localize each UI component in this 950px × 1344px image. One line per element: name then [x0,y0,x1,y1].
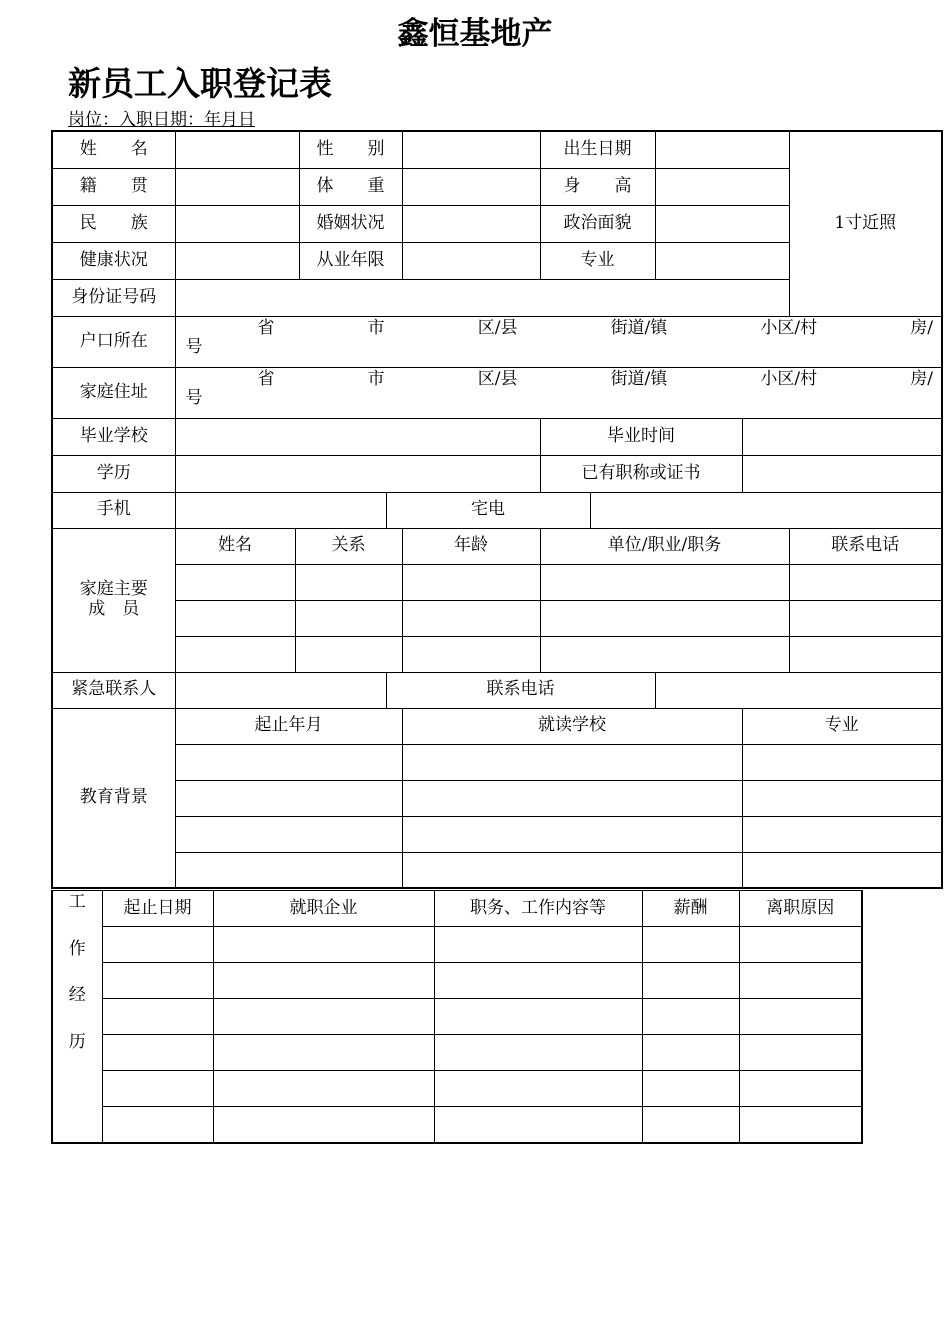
ethnicity-field[interactable] [175,205,299,242]
edu-cell[interactable] [742,816,942,852]
edu-cell[interactable] [742,852,942,888]
table-row [52,963,862,999]
table-row [52,816,942,852]
table-row [52,1071,862,1107]
edu-cell[interactable] [742,780,942,816]
home-phone-label: 宅电 [386,492,590,528]
edu-cell[interactable] [175,852,402,888]
registration-table [51,130,943,889]
marital-field[interactable] [402,205,540,242]
emergency-phone-field[interactable] [655,672,942,708]
work-cell[interactable] [102,999,213,1035]
certificate-label: 已有职称或证书 [540,455,742,492]
position-date-line: 岗位：入职日期：年月日 [68,110,255,130]
family-cell[interactable] [540,600,789,636]
addr-province: 省 [257,368,275,389]
health-field[interactable] [175,242,299,279]
major-label: 专业 [540,242,655,279]
work-header-company: 就职企业 [213,891,434,927]
emergency-label: 紧急联系人 [52,672,175,708]
weight-label: 体 重 [299,168,402,205]
addr-city: 市 [367,368,385,389]
native-place-field[interactable] [175,168,299,205]
table-row [52,636,942,672]
family-cell[interactable] [789,564,942,600]
addr-street: 街道/镇 [610,317,668,338]
family-cell[interactable] [295,636,402,672]
table-row [52,744,942,780]
political-field[interactable] [655,205,789,242]
ethnicity-label: 民 族 [52,205,175,242]
work-header-salary: 薪酬 [642,891,739,927]
work-header-period: 起止日期 [102,891,213,927]
work-cell[interactable] [213,1107,434,1143]
edu-cell[interactable] [402,780,742,816]
school-field[interactable] [175,418,540,455]
family-cell[interactable] [402,600,540,636]
family-cell[interactable] [175,636,295,672]
table-row [52,600,942,636]
edu-cell[interactable] [742,744,942,780]
health-label: 健康状况 [52,242,175,279]
weight-field[interactable] [402,168,540,205]
family-cell[interactable] [402,564,540,600]
company-name: 鑫恒基地产 [397,16,553,52]
birth-date-label: 出生日期 [540,131,655,168]
work-cell[interactable] [213,1071,434,1107]
hukou-address-field[interactable] [175,316,942,367]
home-phone-field[interactable] [590,492,942,528]
school-label: 毕业学校 [52,418,175,455]
hukou-label: 户口所在 [52,316,175,367]
work-cell[interactable] [642,1071,739,1107]
native-place-label: 籍 贯 [52,168,175,205]
work-cell[interactable] [102,927,213,963]
work-cell[interactable] [213,1035,434,1071]
addr-number: 号 [185,388,203,409]
work-label-char: 历 [68,1031,86,1052]
work-cell[interactable] [102,1107,213,1143]
education-field[interactable] [175,455,540,492]
family-cell[interactable] [789,600,942,636]
addr-number: 号 [185,337,203,358]
addr-community: 小区/村 [760,317,818,338]
marital-label: 婚姻状况 [299,205,402,242]
table-row [52,999,862,1035]
edu-cell[interactable] [175,744,402,780]
family-cell[interactable] [175,564,295,600]
work-cell[interactable] [739,999,862,1035]
id-number-label: 身份证号码 [52,279,175,316]
edu-cell[interactable] [402,816,742,852]
work-cell[interactable] [434,999,642,1035]
education-label: 学历 [52,455,175,492]
table-row [52,1107,862,1143]
major-field[interactable] [655,242,789,279]
gender-field[interactable] [402,131,540,168]
edu-header-major: 专业 [742,708,942,744]
work-cell[interactable] [213,999,434,1035]
work-history-table [51,890,863,1144]
family-cell[interactable] [295,600,402,636]
edu-header-period: 起止年月 [175,708,402,744]
height-field[interactable] [655,168,789,205]
work-label-char: 经 [68,985,86,1006]
family-label-line1: 家庭主要 [79,579,148,600]
work-cell[interactable] [642,1035,739,1071]
education-bg-label: 教育背景 [52,708,175,888]
family-cell[interactable] [402,636,540,672]
name-label: 姓 名 [52,131,175,168]
work-history-label [52,891,102,1143]
work-label-char: 作 [68,938,86,959]
work-cell[interactable] [213,927,434,963]
work-cell[interactable] [739,927,862,963]
work-cell[interactable] [434,927,642,963]
work-cell[interactable] [739,1107,862,1143]
work-cell[interactable] [642,1107,739,1143]
name-field[interactable] [175,131,299,168]
addr-room: 房/ [910,368,933,389]
family-cell[interactable] [295,564,402,600]
home-address-label: 家庭住址 [52,367,175,418]
photo-box: 1寸近照 [789,131,942,316]
grad-time-label: 毕业时间 [540,418,742,455]
family-cell[interactable] [540,636,789,672]
home-address-field[interactable] [175,367,942,418]
work-cell[interactable] [739,963,862,999]
grad-time-field[interactable] [742,418,942,455]
work-cell[interactable] [642,963,739,999]
addr-street: 街道/镇 [610,368,668,389]
addr-city: 市 [367,317,385,338]
work-cell[interactable] [434,1107,642,1143]
gender-label: 性 别 [299,131,402,168]
work-cell[interactable] [434,963,642,999]
work-cell[interactable] [213,963,434,999]
edu-cell[interactable] [402,852,742,888]
family-label [52,528,175,672]
form-title: 新员工入职登记表 [68,64,332,103]
mobile-label: 手机 [52,492,175,528]
work-cell[interactable] [434,1035,642,1071]
family-header-phone: 联系电话 [789,528,942,564]
family-header-name: 姓名 [175,528,295,564]
work-header-duties: 职务、工作内容等 [434,891,642,927]
table-row [52,852,942,888]
family-cell[interactable] [175,600,295,636]
work-cell[interactable] [434,1071,642,1107]
addr-province: 省 [257,317,275,338]
table-row [52,780,942,816]
work-cell[interactable] [102,1071,213,1107]
political-label: 政治面貌 [540,205,655,242]
work-label-char: 工 [68,892,86,912]
family-cell[interactable] [540,564,789,600]
work-cell[interactable] [739,1071,862,1107]
work-header-reason: 离职原因 [739,891,862,927]
table-row [52,1035,862,1071]
work-cell[interactable] [642,999,739,1035]
family-header-age: 年龄 [402,528,540,564]
family-header-employer: 单位/职业/职务 [540,528,789,564]
table-row [52,927,862,963]
addr-district: 区/县 [477,317,518,338]
height-label: 身 高 [540,168,655,205]
edu-cell[interactable] [402,744,742,780]
work-cell[interactable] [739,1035,862,1071]
edu-cell[interactable] [175,816,402,852]
work-cell[interactable] [102,1035,213,1071]
id-number-field[interactable] [175,279,789,316]
table-row [52,564,942,600]
edu-header-school: 就读学校 [402,708,742,744]
family-header-relation: 关系 [295,528,402,564]
emergency-field[interactable] [175,672,386,708]
certificate-field[interactable] [742,455,942,492]
birth-date-field[interactable] [655,131,789,168]
family-cell[interactable] [789,636,942,672]
work-cell[interactable] [102,963,213,999]
years-label: 从业年限 [299,242,402,279]
family-label-line2: 成 员 [88,599,140,619]
edu-cell[interactable] [175,780,402,816]
mobile-field[interactable] [175,492,386,528]
addr-community: 小区/村 [760,368,818,389]
emergency-phone-label: 联系电话 [386,672,655,708]
addr-room: 房/ [910,317,933,338]
addr-district: 区/县 [477,368,518,389]
years-field[interactable] [402,242,540,279]
work-cell[interactable] [642,927,739,963]
